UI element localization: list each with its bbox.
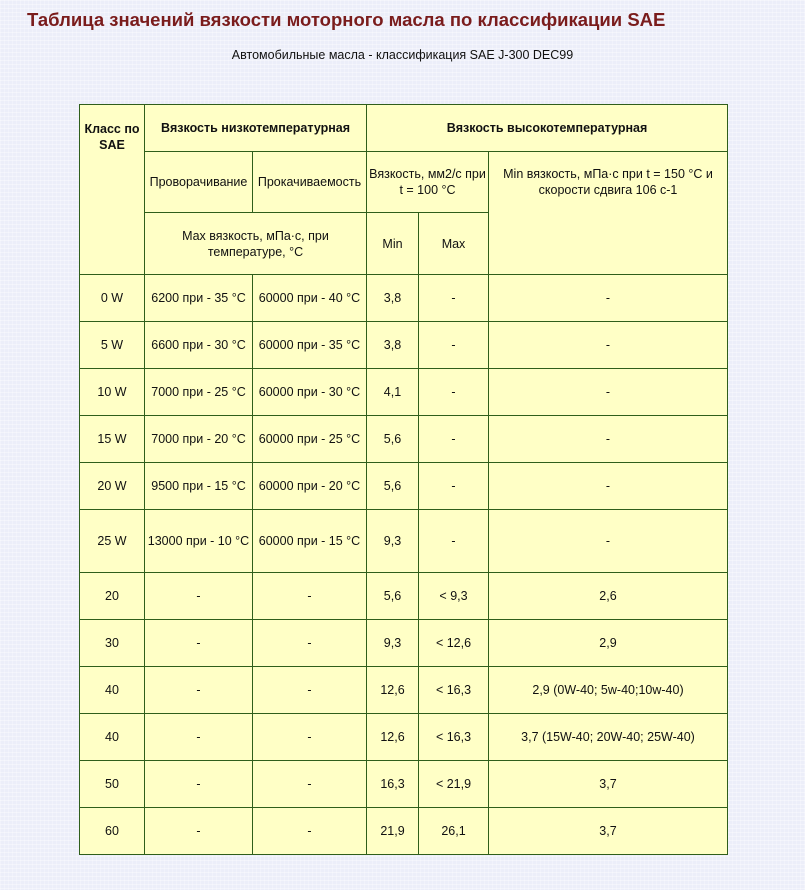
- min-viscosity-cell: 9,3: [367, 510, 419, 573]
- min-viscosity-cell: 4,1: [367, 369, 419, 416]
- hths-viscosity-cell: 2,9: [489, 620, 728, 667]
- min-viscosity-cell: 3,8: [367, 275, 419, 322]
- cranking-cell: 7000 при - 20 °С: [145, 416, 253, 463]
- min-viscosity-cell: 5,6: [367, 463, 419, 510]
- table-row: [80, 463, 728, 510]
- table-row: [80, 275, 728, 322]
- cranking-cell: 7000 при - 25 °С: [145, 369, 253, 416]
- hths-viscosity-cell: -: [489, 369, 728, 416]
- pumping-cell: -: [253, 573, 367, 620]
- hths-viscosity-cell: 3,7: [489, 761, 728, 808]
- min-viscosity-cell: 9,3: [367, 620, 419, 667]
- pumping-cell: -: [253, 667, 367, 714]
- cranking-cell: -: [145, 761, 253, 808]
- table-row: [80, 667, 728, 714]
- header-max: Max: [419, 213, 489, 275]
- table-row: [80, 620, 728, 667]
- class-cell: 20 W: [80, 463, 145, 510]
- class-cell: 0 W: [80, 275, 145, 322]
- min-viscosity-cell: 5,6: [367, 573, 419, 620]
- table-row: [80, 322, 728, 369]
- table-row: [80, 714, 728, 761]
- max-viscosity-cell: -: [419, 510, 489, 573]
- table-row: [80, 573, 728, 620]
- table-row: [80, 808, 728, 855]
- pumping-cell: 60000 при - 40 °С: [253, 275, 367, 322]
- hths-viscosity-cell: -: [489, 322, 728, 369]
- pumping-cell: 60000 при - 25 °С: [253, 416, 367, 463]
- header-low-temp: Вязкость низкотемпературная: [145, 105, 367, 152]
- pumping-cell: 60000 при - 35 °С: [253, 322, 367, 369]
- min-viscosity-cell: 12,6: [367, 714, 419, 761]
- max-viscosity-cell: -: [419, 275, 489, 322]
- min-viscosity-cell: 16,3: [367, 761, 419, 808]
- min-viscosity-cell: 12,6: [367, 667, 419, 714]
- min-viscosity-cell: 5,6: [367, 416, 419, 463]
- min-viscosity-cell: 3,8: [367, 322, 419, 369]
- table-row: [80, 416, 728, 463]
- class-cell: 15 W: [80, 416, 145, 463]
- min-viscosity-cell: 21,9: [367, 808, 419, 855]
- hths-viscosity-cell: -: [489, 510, 728, 573]
- cranking-cell: -: [145, 573, 253, 620]
- class-cell: 40: [80, 714, 145, 761]
- header-pumping: Прокачиваемость: [253, 152, 367, 213]
- cranking-cell: -: [145, 667, 253, 714]
- page-subtitle: Автомобильные масла - классификация SAE J-300 DEC99: [231, 48, 574, 62]
- class-cell: 60: [80, 808, 145, 855]
- header-min-hths: Min вязкость, мПа·с при t = 150 °С и скорости сдвига 106 с-1: [489, 152, 728, 275]
- page-title: Таблица значений вязкости моторного масла по классификации SAE: [27, 9, 666, 30]
- max-viscosity-cell: < 16,3: [419, 714, 489, 761]
- cranking-cell: -: [145, 620, 253, 667]
- pumping-cell: -: [253, 761, 367, 808]
- table-row: [80, 761, 728, 808]
- max-viscosity-cell: -: [419, 463, 489, 510]
- class-cell: 50: [80, 761, 145, 808]
- header-class-sae: Класс по SAE: [80, 105, 145, 275]
- hths-viscosity-cell: -: [489, 275, 728, 322]
- pumping-cell: -: [253, 620, 367, 667]
- cranking-cell: -: [145, 714, 253, 761]
- class-cell: 30: [80, 620, 145, 667]
- max-viscosity-cell: < 9,3: [419, 573, 489, 620]
- max-viscosity-cell: 26,1: [419, 808, 489, 855]
- cranking-cell: 6200 при - 35 °С: [145, 275, 253, 322]
- hths-viscosity-cell: -: [489, 416, 728, 463]
- cranking-cell: 6600 при - 30 °С: [145, 322, 253, 369]
- hths-viscosity-cell: 3,7 (15W-40; 20W-40; 25W-40): [489, 714, 728, 761]
- header-cranking: Проворачивание: [145, 152, 253, 213]
- class-cell: 40: [80, 667, 145, 714]
- class-cell: 5 W: [80, 322, 145, 369]
- table-row: [80, 369, 728, 416]
- pumping-cell: 60000 при - 30 °С: [253, 369, 367, 416]
- hths-viscosity-cell: -: [489, 463, 728, 510]
- max-viscosity-cell: < 16,3: [419, 667, 489, 714]
- hths-viscosity-cell: 2,9 (0W-40; 5w-40;10w-40): [489, 667, 728, 714]
- header-min: Min: [367, 213, 419, 275]
- header-kinematic-viscosity: Вязкость, мм2/с при t = 100 °С: [367, 152, 489, 213]
- max-viscosity-cell: < 12,6: [419, 620, 489, 667]
- viscosity-table: [79, 104, 728, 855]
- header-high-temp: Вязкость высокотемпературная: [367, 105, 728, 152]
- hths-viscosity-cell: 3,7: [489, 808, 728, 855]
- class-cell: 20: [80, 573, 145, 620]
- max-viscosity-cell: -: [419, 369, 489, 416]
- max-viscosity-cell: -: [419, 416, 489, 463]
- pumping-cell: 60000 при - 15 °С: [253, 510, 367, 573]
- max-viscosity-cell: < 21,9: [419, 761, 489, 808]
- header-max-viscosity-temp: Max вязкость, мПа·с, при температуре, °С: [145, 213, 367, 275]
- pumping-cell: 60000 при - 20 °С: [253, 463, 367, 510]
- class-cell: 25 W: [80, 510, 145, 573]
- cranking-cell: 9500 при - 15 °С: [145, 463, 253, 510]
- pumping-cell: -: [253, 714, 367, 761]
- class-cell: 10 W: [80, 369, 145, 416]
- hths-viscosity-cell: 2,6: [489, 573, 728, 620]
- table-row: [80, 510, 728, 573]
- pumping-cell: -: [253, 808, 367, 855]
- max-viscosity-cell: -: [419, 322, 489, 369]
- cranking-cell: -: [145, 808, 253, 855]
- cranking-cell: 13000 при - 10 °С: [145, 510, 253, 573]
